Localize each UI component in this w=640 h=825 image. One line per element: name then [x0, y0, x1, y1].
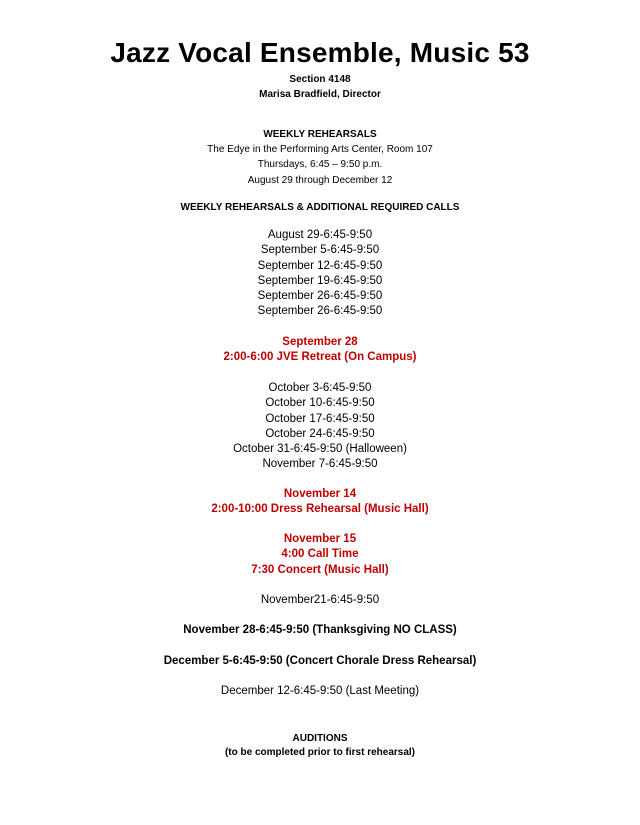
- auditions-heading: AUDITIONS: [292, 733, 348, 744]
- retreat-event: [0, 335, 640, 366]
- schedule-line-nov28: November 28-6:45-9:50 (Thanksgiving NO CLASS): [183, 624, 457, 636]
- section-number: Section 4148: [289, 74, 351, 85]
- auditions-note: (to be completed prior to first rehearsal): [224, 747, 416, 758]
- schedule-line: October 3-6:45-9:50: [268, 382, 372, 394]
- schedule-group-2: [0, 381, 640, 473]
- schedule-line-nov21: November21-6:45-9:50: [260, 594, 380, 606]
- concert-event: [0, 532, 640, 578]
- schedule-line: October 24-6:45-9:50: [265, 427, 375, 440]
- retreat-date: September 28: [282, 336, 358, 348]
- concert-date: November 15: [283, 533, 357, 545]
- dress-rehearsal-date: November 14: [283, 488, 357, 500]
- schedule-line-dec12: December 12-6:45-9:50 (Last Meeting): [220, 685, 420, 697]
- schedule-line: September 5-6:45-9:50: [260, 244, 380, 257]
- dress-rehearsal-event: [0, 487, 640, 518]
- schedule-line: September 26-6:45-9:50: [257, 290, 383, 303]
- concert-detail: 7:30 Concert (Music Hall): [251, 563, 389, 576]
- schedule-line: September 19-6:45-9:50: [257, 274, 383, 287]
- schedule-line: September 26-6:45-9:50: [257, 305, 383, 318]
- weekly-info: [0, 142, 640, 188]
- schedule-line: October 10-6:45-9:50: [265, 397, 375, 410]
- schedule-line-dec5: December 5-6:45-9:50 (Concert Chorale Dress Rehearsal): [163, 655, 477, 667]
- required-calls-heading: WEEKLY REHEARSALS & ADDITIONAL REQUIRED CALLS: [180, 202, 460, 213]
- schedule-line: November 7-6:45-9:50: [262, 458, 378, 471]
- rehearsal-location: The Edye in the Performing Arts Center, Room 107: [207, 144, 433, 155]
- director-name: Marisa Bradfield, Director: [259, 89, 381, 100]
- weekly-rehearsals-heading: WEEKLY REHEARSALS: [263, 129, 377, 140]
- schedule-line: August 29-6:45-9:50: [267, 229, 373, 241]
- concert-call-time: 4:00 Call Time: [281, 548, 359, 561]
- rehearsal-time: Thursdays, 6:45 – 9:50 p.m.: [257, 159, 383, 171]
- schedule-line: October 17-6:45-9:50: [265, 412, 375, 425]
- page-title: Jazz Vocal Ensemble, Music 53: [110, 37, 530, 68]
- schedule-line: October 31-6:45-9:50 (Halloween): [233, 443, 407, 456]
- schedule-group-1: [0, 228, 640, 320]
- retreat-detail: 2:00-6:00 JVE Retreat (On Campus): [223, 351, 417, 364]
- rehearsal-range: August 29 through December 12: [247, 174, 393, 186]
- schedule-line: September 12-6:45-9:50: [257, 259, 383, 272]
- dress-rehearsal-detail: 2:00-10:00 Dress Rehearsal (Music Hall): [211, 503, 429, 516]
